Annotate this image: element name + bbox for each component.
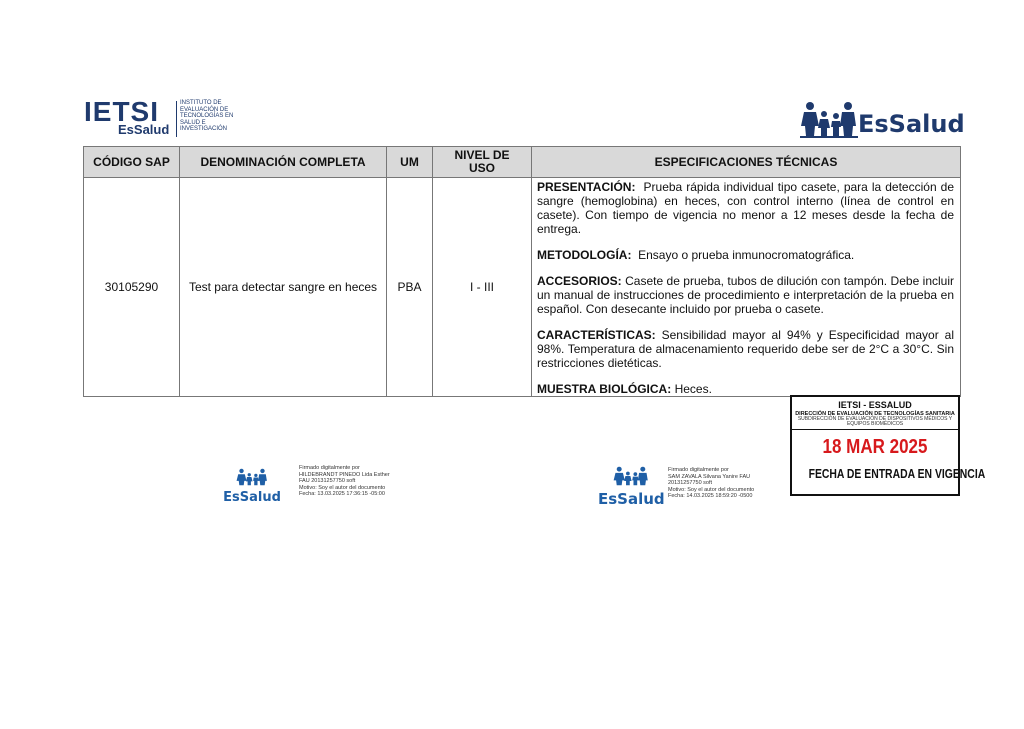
cell-especificaciones (532, 178, 961, 397)
spec-label: METODOLOGÍA: (537, 248, 632, 262)
spec-text: Ensayo o prueba inmunocromatográfica. (638, 248, 855, 262)
validity-stamp (790, 395, 986, 496)
stamp-subdirection: SUBDIRECCIÓN DE EVALUACIÓN DE DISPOSITIVOS MÉDICOS Y EQUIPOS BIOMÉDICOS (797, 416, 953, 427)
header-denominacion: DENOMINACIÓN COMPLETA (180, 147, 387, 178)
stamp-caption: FECHA DE ENTRADA EN VIGENCIA (808, 466, 986, 481)
spec-accesorios (537, 274, 954, 316)
ietsi-logo-subtitle: EsSalud (118, 122, 170, 137)
signature-line: Fecha: 14.03.2025 18:59:20 -0500 (668, 493, 753, 499)
spec-label: CARACTERÍSTICAS: (537, 328, 656, 342)
signature-line: Fecha: 13.03.2025 17:36:15 -05:00 (299, 491, 385, 497)
spec-label: ACCESORIOS: (537, 274, 622, 288)
spec-text: Prueba rápida individual tipo casete, para la detección de sangre (hemoglobina) en heces, con control interno (línea de control en casete). Con tiempo de vigencia no menor a 12 meses desde la fecha de entrega. (537, 180, 955, 236)
table-header-row (84, 147, 961, 178)
header-nivel-uso: NIVEL DE USO (433, 147, 532, 178)
ietsi-logo-title: IETSI (84, 96, 160, 127)
ietsi-logo-description: INSTITUTO DE EVALUACIÓN DE TECNOLOGÍAS EN SALUD E INVESTIGACIÓN (180, 100, 234, 133)
signature-line: Motivo: Soy el autor del documento (668, 486, 755, 493)
spec-label: MUESTRA BIOLÓGICA: (537, 382, 672, 396)
spec-label: PRESENTACIÓN: (537, 180, 636, 194)
table-row (84, 178, 961, 397)
family-icon (613, 466, 649, 486)
essalud-logo (800, 100, 965, 140)
spec-metodologia (537, 248, 954, 262)
spec-text: Heces. (674, 382, 712, 396)
essalud-logo-text: EsSalud (858, 110, 965, 138)
stamp-title: IETSI - ESSALUD (838, 400, 912, 410)
specs-table (83, 146, 961, 397)
signature-logo (222, 468, 282, 505)
signature-line: Firmado digitalmente por (299, 465, 360, 471)
cell-nivel-uso: I - III (433, 178, 532, 397)
stamp-direction: DIRECCIÓN DE EVALUACIÓN DE TECNOLOGÍAS SANITARIA (795, 411, 955, 417)
signature-details (299, 465, 390, 498)
spec-presentacion (537, 180, 954, 236)
ietsi-logo-divider (176, 101, 177, 137)
cell-denominacion: Test para detectar sangre en heces (180, 178, 387, 397)
cell-codigo-sap: 30105290 (84, 178, 180, 397)
family-icon (236, 468, 268, 486)
spec-text: Casete de prueba, tubos de dilución con tampón. Debe incluir un manual de instrucciones de procedimiento e interpretación de la prueba en español. Con desecante incluido por prueba o casete. (537, 274, 954, 316)
signature-line: Motivo: Soy el autor del documento (299, 484, 386, 491)
signature-logo-text: EsSalud (223, 490, 281, 505)
signature-block (598, 466, 755, 508)
spec-caracteristicas (537, 328, 954, 370)
signature-logo (598, 466, 664, 507)
signature-line: 20131257750 soft (668, 480, 713, 486)
signature-line: HILDEBRANDT PINEDO Lida Esther (299, 471, 390, 478)
signature-line: SAM ZAVALA Silvana Yanire FAU (668, 473, 751, 480)
signature-block (222, 465, 390, 505)
signature-details (668, 467, 754, 500)
cell-um: PBA (387, 178, 433, 397)
signature-line: Firmado digitalmente por (668, 467, 729, 473)
signature-logo-text: EsSalud (598, 490, 665, 508)
spec-muestra-biologica (537, 382, 954, 396)
signature-line: FAU 20131257750 soft (299, 478, 356, 484)
family-icon (800, 100, 858, 138)
ietsi-logo (84, 98, 234, 140)
stamp-date: 18 MAR 2025 (822, 436, 928, 458)
header-um: UM (387, 147, 433, 178)
stamp-divider (792, 429, 958, 430)
spec-text: Sensibilidad mayor al 94% y Especificidad mayor al 98%. Temperatura de almacenamiento requerido debe ser de 2°C a 30°C. Sin restricciones dietéticas. (537, 328, 954, 370)
header-codigo-sap: CÓDIGO SAP (84, 147, 180, 178)
header-especificaciones: ESPECIFICACIONES TÉCNICAS (532, 147, 961, 178)
